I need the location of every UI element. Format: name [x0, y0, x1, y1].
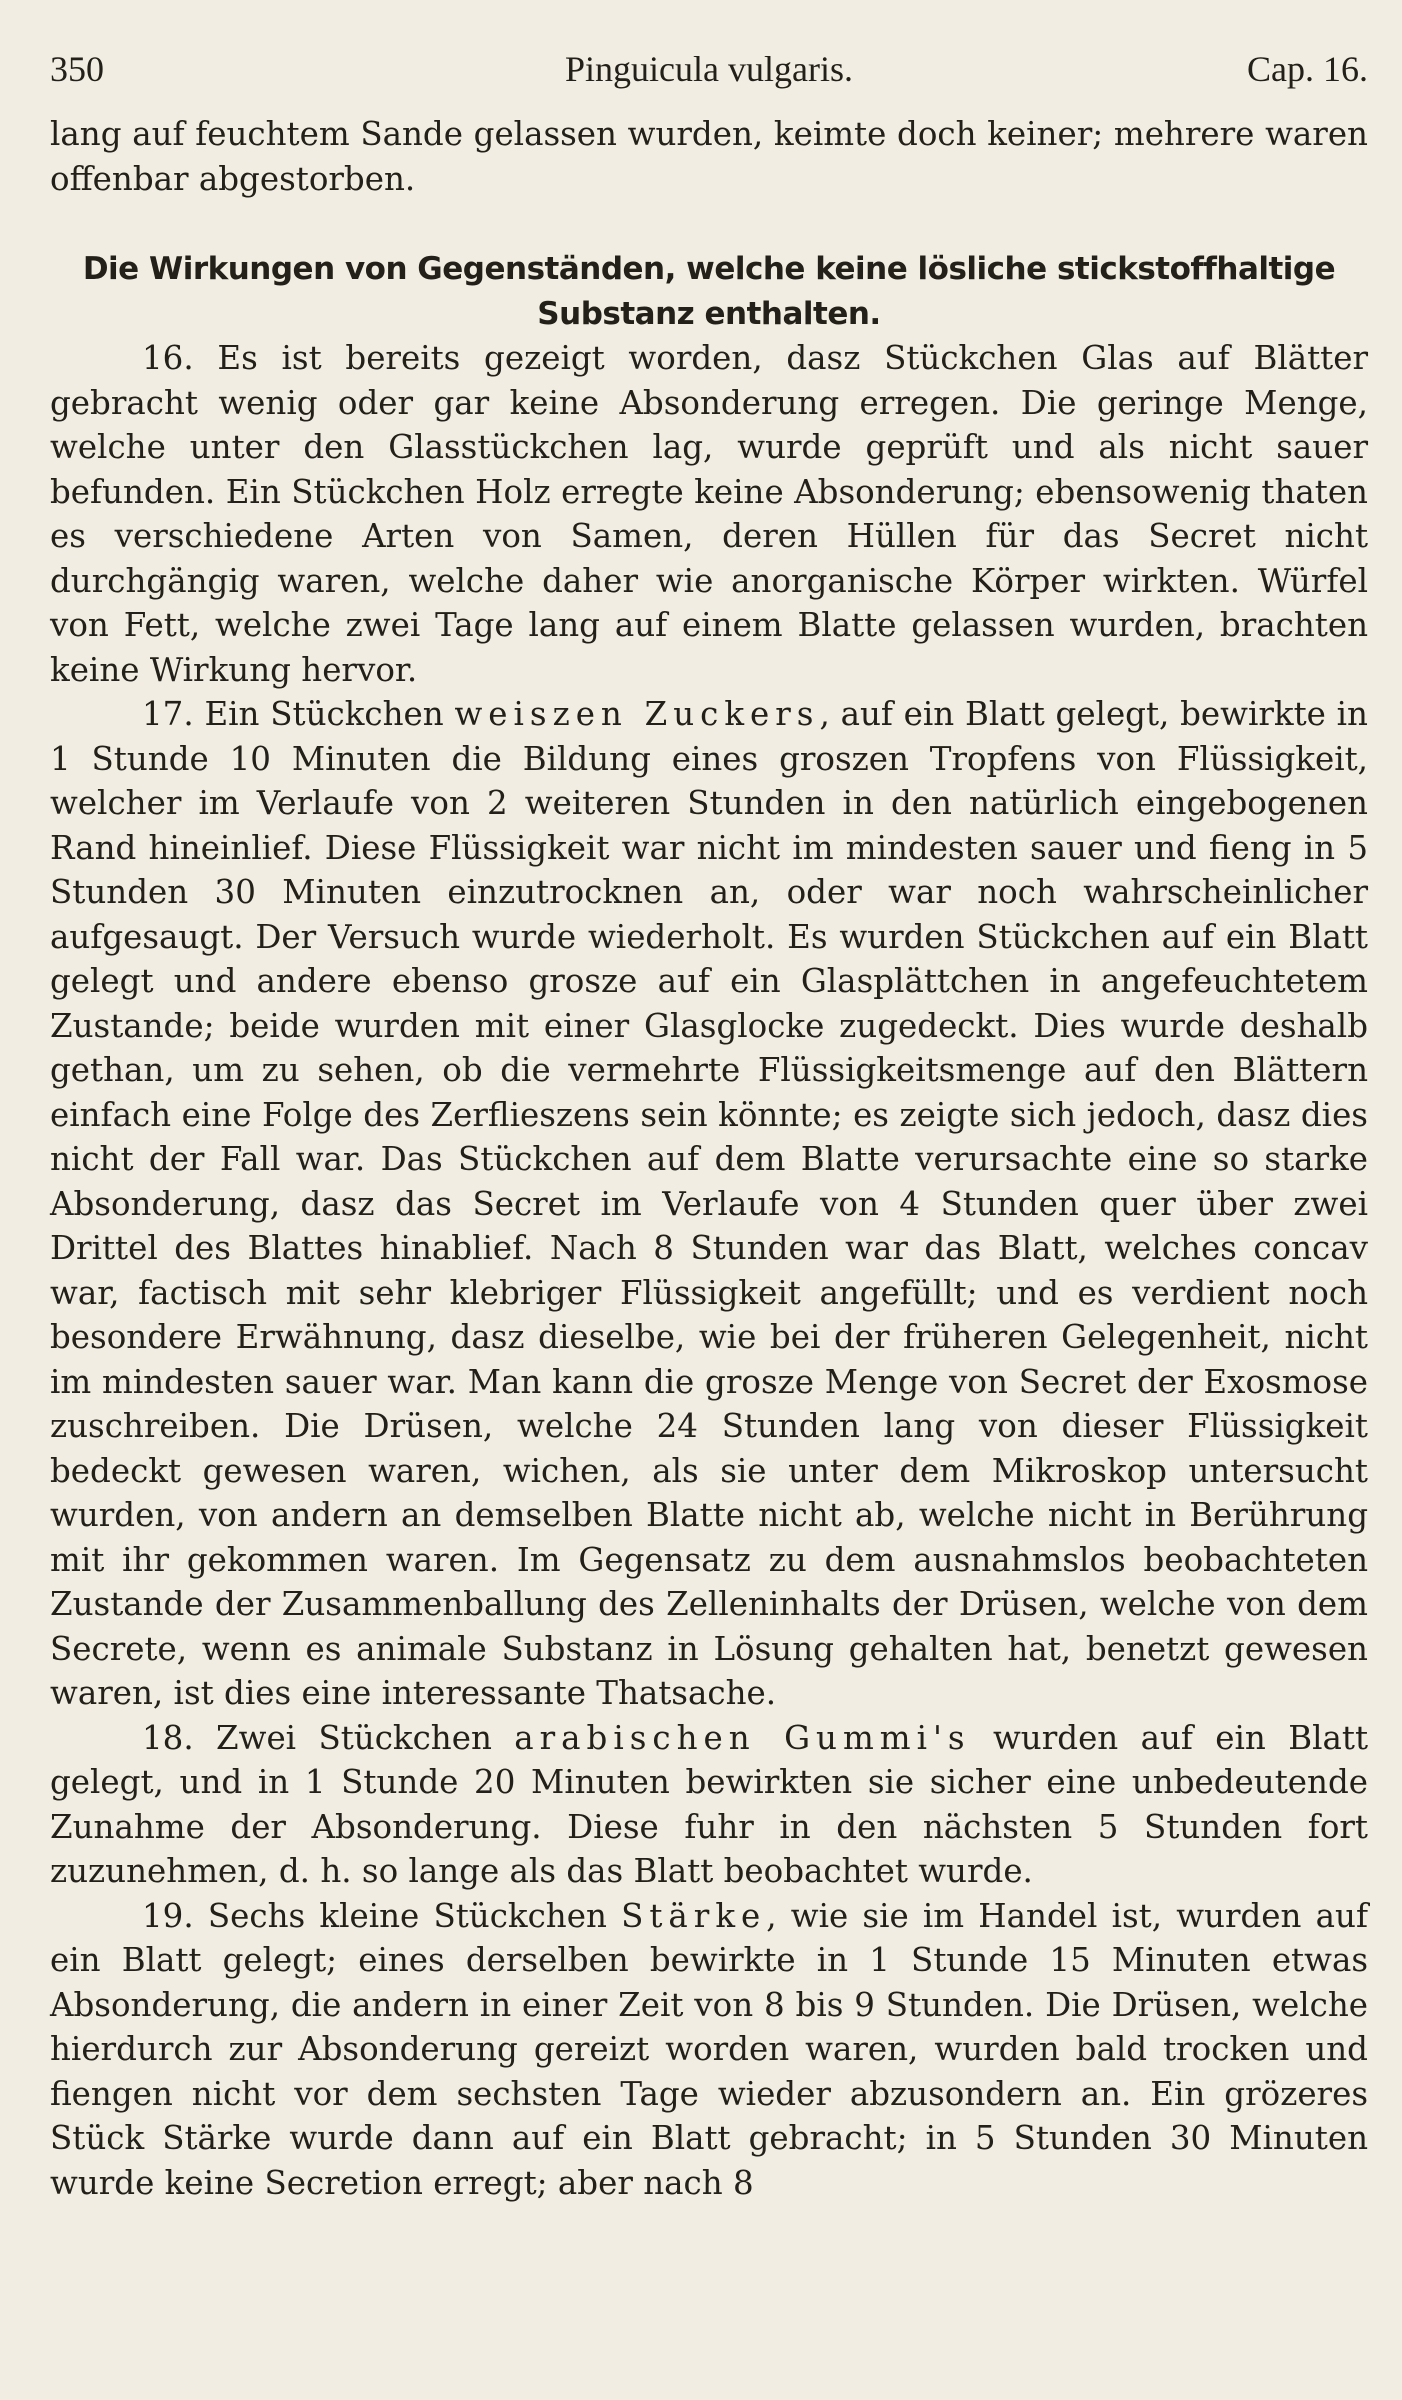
book-page [50, 40, 1368, 2205]
paragraph-19-rest: , wie sie im Handel ist, wurden auf ein Blatt gelegt; eines derselben bewirkte in 1 Stunde 15 Minuten etwas Absonderung, die andern in einer Zeit von 8 bis 9 Stunden. Die Drüsen, welche hierdurch zur Absonderung gereizt worden waren, wurden bald trocken und fiengen nicht vor dem sechsten Tage wieder abzusondern an. Ein grözeres Stück Stärke wurde dann auf ein Blatt gebracht; in 5 Stunden 30 Minuten wurde keine Secretion erregt; aber nach 8 [50, 1896, 1368, 2202]
running-title: Pinguicula vulgaris. [565, 49, 853, 89]
chapter-label: Cap. 16. [1247, 49, 1368, 89]
paragraph-18 [50, 1716, 1368, 1894]
paragraph-16: 16. Es ist bereits gezeigt worden, dasz Stückchen Glas auf Blätter gebracht wenig oder gar keine Absonderung erregen. Die geringe Menge, welche unter den Glasstückchen lag, wurde geprüft und als nicht sauer befunden. Ein Stückchen Holz erregte keine Absonderung; ebensowenig thaten es verschiedene Arten von Samen, deren Hüllen für das Secret nicht durchgängig waren, welche daher wie anorganische Körper wirkten. Würfel von Fett, welche zwei Tage lang auf einem Blatte gelassen wurden, brachten keine Wirkung hervor. [50, 339, 1368, 689]
paragraph-17 [50, 692, 1368, 1716]
paragraph-17-start: 17. Ein Stückchen [142, 695, 455, 733]
paragraph-19-spaced-term: Stärke [621, 1896, 767, 1935]
page-number: 350 [50, 49, 104, 89]
paragraph-17-spaced-term: weiszen Zuckers [454, 695, 820, 733]
paragraph-18-spaced-term: arabischen Gummi's [514, 1718, 971, 1757]
paragraph-18-start: 18. Zwei Stückchen [142, 1718, 515, 1757]
paragraph-19-start: 19. Sechs kleine Stückchen [142, 1896, 622, 1935]
running-header [50, 40, 1368, 100]
paragraph-continued: lang auf feuchtem Sande gelassen wurden, keimte doch keiner; mehrere waren offenbar abgestorben. [50, 115, 1368, 198]
section-heading: Die Wirkungen von Gegenständen, welche keine lösliche stickstoffhaltige Substanz enthalten. [82, 251, 1336, 332]
paragraph-19 [50, 1894, 1368, 2206]
paragraph-17-rest: , auf ein Blatt gelegt, bewirkte in 1 Stunde 10 Minuten die Bildung eines groszen Tropfens von Flüssigkeit, welcher im Verlaufe von 2 weiteren Stunden in den natürlich eingebogenen Rand hineinlief. Diese Flüssigkeit war nicht im mindesten sauer und fieng in 5 Stunden 30 Minuten einzutrocknen an, oder war noch wahrscheinlicher aufgesaugt. Der Versuch wurde wiederholt. Es wurden Stückchen auf ein Blatt gelegt und andere ebenso grosze auf ein Glasplättchen in angefeuchtetem Zustande; beide wurden mit einer Glasglocke zugedeckt. Dies wurde deshalb gethan, um zu sehen, ob die vermehrte Flüssigkeitsmenge auf den Blättern einfach eine Folge des Zerflieszens sein könnte; es zeigte sich jedoch, dasz dies nicht der Fall war. Das Stückchen auf dem Blatte verursachte eine so starke Absonderung, dasz das Secret im Verlaufe von 4 Stunden quer über zwei Drittel des Blattes hinablief. Nach 8 Stunden war das Blatt, welches concav war, factisch mit sehr klebriger Flüssigkeit angefüllt; und es verdient noch besondere Erwähnung, dasz dieselbe, wie bei der früheren Gelegenheit, nicht im mindesten sauer war. Man kann die grosze Menge von Secret der Exosmose zuschreiben. Die Drüsen, welche 24 Stunden lang von dieser Flüssigkeit bedeckt gewesen waren, wichen, als sie unter dem Mikroskop untersucht wurden, von andern an demselben Blatte nicht ab, welche nicht in Berührung mit ihr gekommen waren. Im Gegensatz zu dem ausnahmslos beobachteten Zustande der Zusammenballung des Zelleninhalts der Drüsen, welche von dem Secrete, wenn es animale Substanz in Lösung gehalten hat, benetzt gewesen waren, ist dies eine interessante Thatsache. [50, 695, 1368, 1712]
paragraph-18-rest: wurden auf ein Blatt gelegt, und in 1 Stunde 20 Minuten bewirkten sie sicher eine unbedeutende Zunahme der Absonderung. Diese fuhr in den nächsten 5 Stunden fort zuzunehmen, d. h. so lange als das Blatt beobachtet wurde. [50, 1718, 1368, 1890]
